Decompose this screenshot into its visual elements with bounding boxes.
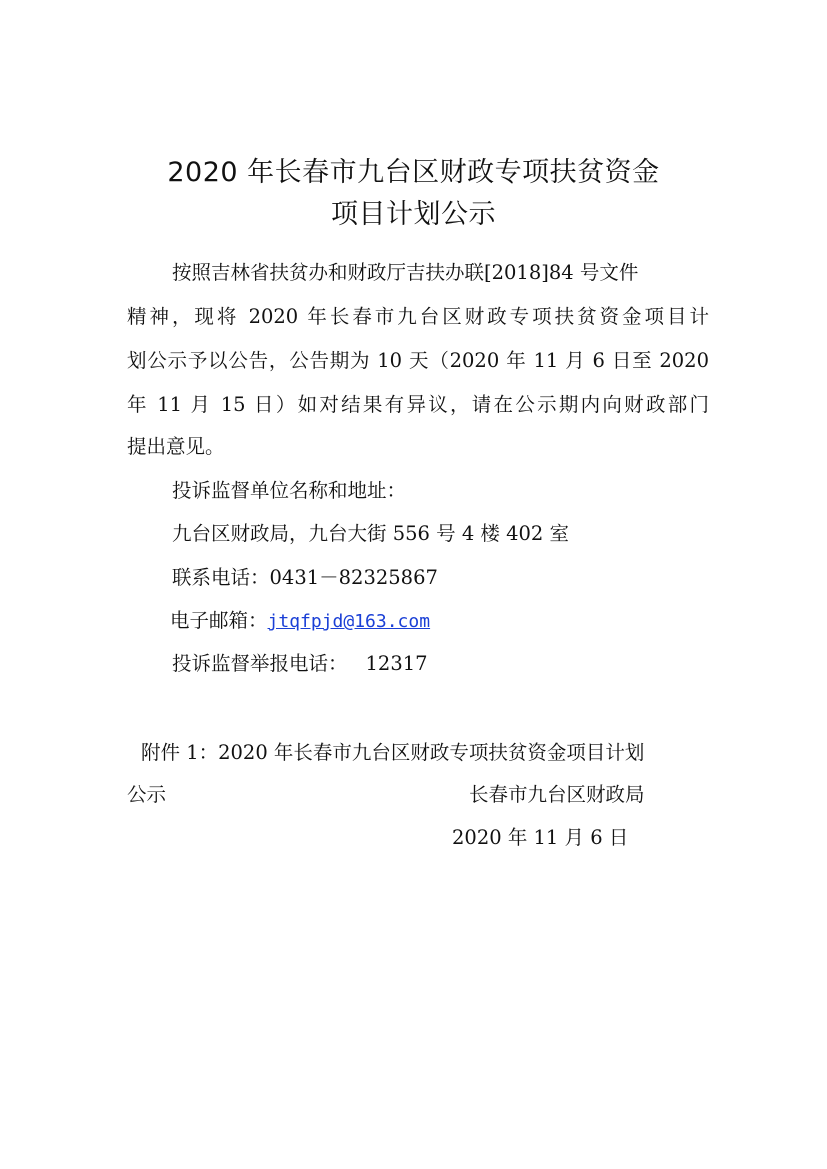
paragraph-line-2: 精神，现将 2020 年长春市九台区财政专项扶贫资金项目计 bbox=[127, 305, 709, 328]
contact-phone-row bbox=[172, 565, 438, 591]
paragraph-line-1: 按照吉林省扶贫办和财政厅吉扶办联[2018]84 号文件 bbox=[172, 261, 639, 284]
document-title-line-2: 项目计划公示 bbox=[331, 199, 496, 230]
attachment-line-2: 公示 bbox=[127, 783, 167, 806]
paragraph-line-5: 提出意见。 bbox=[127, 435, 225, 458]
signature-organization: 长春市九台区财政局 bbox=[469, 783, 645, 806]
contact-email-row bbox=[170, 608, 430, 635]
document-title-line-1: 2020 年长春市九台区财政专项扶贫资金 bbox=[167, 157, 660, 188]
hotline-label: 投诉监督举报电话： bbox=[172, 652, 348, 675]
hotline-value: 12317 bbox=[365, 652, 428, 675]
contact-email-label: 电子邮箱： bbox=[170, 609, 268, 632]
contact-email-link[interactable]: jtqfpjd@163.com bbox=[267, 611, 431, 632]
complaint-unit-heading: 投诉监督单位名称和地址： bbox=[172, 479, 407, 502]
complaint-unit-address: 九台区财政局，九台大街 556 号 4 楼 402 室 bbox=[172, 522, 570, 545]
paragraph-line-4: 年 11 月 15 日）如对结果有异议，请在公示期内向财政部门 bbox=[127, 393, 709, 416]
signature-date: 2020 年 11 月 6 日 bbox=[452, 826, 629, 849]
attachment-line-1: 附件 1：2020 年长春市九台区财政专项扶贫资金项目计划 bbox=[141, 741, 645, 764]
contact-phone-value: 0431－82325867 bbox=[269, 566, 438, 589]
paragraph-line-3: 划公示予以公告，公告期为 10 天（2020 年 11 月 6 日至 2020 bbox=[127, 349, 709, 372]
contact-phone-label: 联系电话： bbox=[172, 566, 270, 589]
hotline-row bbox=[172, 651, 428, 677]
